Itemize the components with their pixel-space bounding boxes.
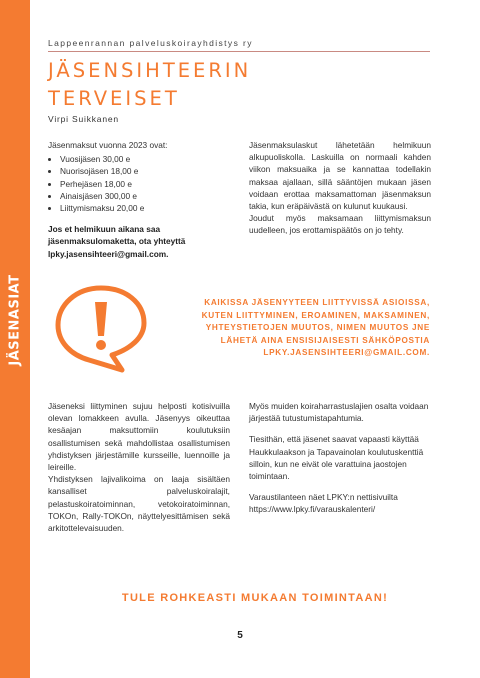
notice-line: LÄHETÄ AINA ENSISIJAISESTI SÄHKÖPOSTIA — [220, 335, 430, 345]
invoice-paragraph: Joudut myös maksamaan liittymismaksun uudelleen, jos erottamispäätös on jo tehty. — [249, 213, 431, 236]
exclamation-speech-bubble-icon — [52, 282, 150, 374]
fees-column — [48, 139, 224, 260]
fee-item: • Nuorisojäsen 18,00 e — [60, 165, 224, 177]
joining-paragraph: Yhdistyksen lajivalikoima on laaja sisältäen kansalliset palveluskoiralajit, pelastuskoiratoiminnan, vetokoiratoiminnan, TOKOn, Rally-TOKOn, näyttelyesittämisen sekä arkitottelevaisuuden. — [48, 474, 230, 534]
note-line: Jos et helmikuun aikana saa — [48, 224, 161, 235]
fee-item: • Vuosijäsen 30,00 e — [60, 153, 224, 165]
title-line: JÄSENSIHTEERIN — [48, 59, 252, 82]
notice-line: KUTEN LIITTYMINEN, EROAMINEN, MAKSAMINEN, — [201, 310, 430, 320]
notice-line: YHTEYSTIETOJEN MUUTOS, NIMEN MUUTOS JNE — [205, 323, 430, 333]
joining-column — [48, 400, 230, 534]
note-line: jäsenmaksulomaketta, ota yhteyttä — [48, 236, 186, 247]
joining-paragraph: Jäseneksi liittyminen sujuu helposti kotisivuilla olevan lomakkeen avulla. Jäsenyys oikeuttaa kesäajan maksuttomiin koulutuksiin osallistumisen sekä mahdollistaa osallistumisen yhdistyksen järjestämille kursseille, luennoille ja leireille. — [48, 401, 230, 473]
call-to-action: TULE ROHKEASTI MUKAAN TOIMINTAAN! — [121, 592, 389, 604]
fee-item: • Ainaisjäsen 300,00 e — [60, 190, 224, 202]
activities-paragraph: Myös muiden koiraharrastuslajien osalta voidaan järjestää tutustumistapahtumia. — [249, 401, 429, 424]
notice-line: KAIKISSA JÄSENYYTEEN LIITTYVISSÄ ASIOISSA, — [204, 298, 430, 307]
activities-column — [249, 400, 431, 516]
fee-item: • Liittymismaksu 20,00 e — [60, 202, 224, 214]
invoice-column — [249, 139, 431, 237]
author: Virpi Suikkanen — [48, 114, 119, 124]
invoice-paragraph: Jäsenmaksulaskut lähetetään helmikuun alkupuoliskolla. Laskuilla on normaali kahden viikon maksuaika ja se kannattaa todellakin maksaa ajallaan, sillä sääntöjen mukaan jäsen voidaan erottaa maksamattoman jäsenmaksun takia, kun eräpäivästä on kulunut kuukausi. — [249, 140, 431, 212]
activities-paragraph: Tiesithän, että jäsenet saavat vapaasti käyttää Haukkulaakson ja Tapavainolan koulutuskenttiä silloin, kun ne eivät ole varattuina jaostojen toimintaan. — [249, 434, 424, 482]
reservation-paragraph: Varaustilanteen näet LPKY:n nettisivuilta https://www.lpky.fi/varauskalenteri/ — [249, 492, 398, 515]
fee-list — [48, 153, 224, 214]
fee-item: • Perhejäsen 18,00 e — [60, 178, 224, 190]
fees-heading: Jäsenmaksut vuonna 2023 ovat: — [48, 140, 168, 150]
fees-contact-note — [48, 223, 224, 260]
notice-email[interactable]: LPKY.JASENSIHTEERI@GMAIL.COM. — [263, 348, 430, 358]
header-rule — [48, 51, 430, 52]
page-number: 5 — [237, 630, 243, 641]
page-title — [48, 57, 251, 113]
section-label: JÄSENASIAT — [7, 274, 23, 366]
title-line: TERVEISET — [48, 87, 180, 110]
organization-name: Lappeenrannan palveluskoirayhdistys ry — [48, 38, 253, 48]
contact-notice — [160, 297, 430, 360]
note-email[interactable]: lpky.jasensihteeri@gmail.com. — [48, 248, 169, 259]
side-bar — [0, 0, 30, 678]
